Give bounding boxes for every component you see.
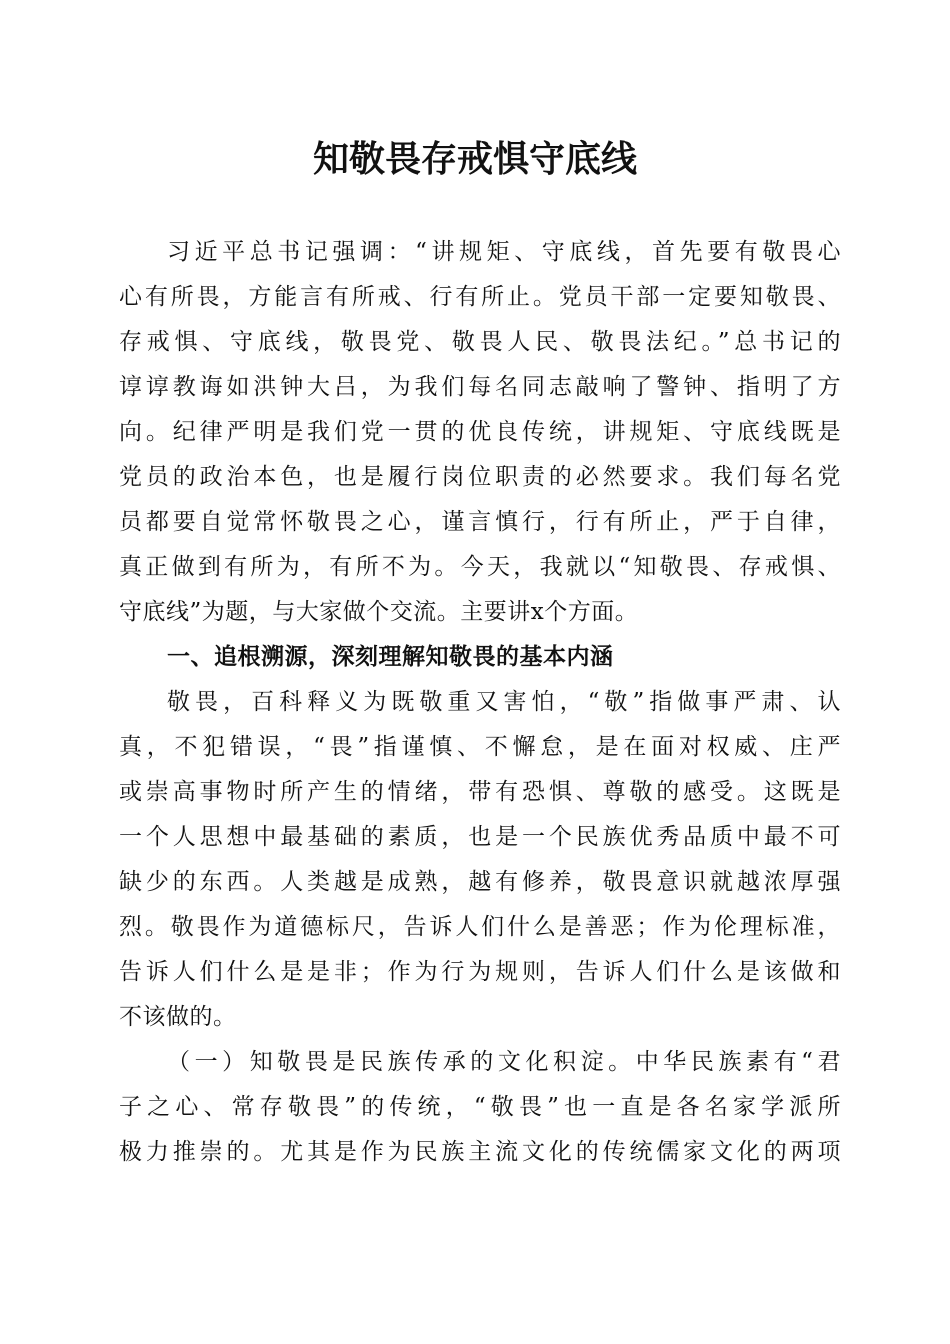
paragraph-line: （一）知敬畏是民族传承的文化积淀。中华民族素有“君 <box>167 1049 841 1075</box>
paragraph-line: 习近平总书记强调：“讲规矩、守底线，首先要有敬畏心 <box>167 239 841 265</box>
paragraph-line: 一个人思想中最基础的素质，也是一个民族优秀品质中最不可 <box>119 824 841 850</box>
paragraph-line: 烈。敬畏作为道德标尺，告诉人们什么是善恶；作为伦理标准， <box>119 914 841 940</box>
paragraph-line: 员都要自觉常怀敬畏之心，谨言慎行，行有所止，严于自律， <box>119 509 841 535</box>
paragraph-line: 不该做的。 <box>119 1004 237 1030</box>
paragraph-line: 或崇高事物时所产生的情绪，带有恐惧、尊敬的感受。这既是 <box>119 779 841 805</box>
paragraph-line: 谆谆教诲如洪钟大吕，为我们每名同志敲响了警钟、指明了方 <box>119 374 841 400</box>
paragraph-line: 告诉人们什么是是非；作为行为规则，告诉人们什么是该做和 <box>119 959 841 985</box>
paragraph-line: 真正做到有所为，有所不为。今天，我就以“知敬畏、存戒惧、 <box>119 554 841 580</box>
section-heading: 一、追根溯源，深刻理解知敬畏的基本内涵 <box>167 644 614 670</box>
paragraph-line: 守底线”为题，与大家做个交流。主要讲x个方面。 <box>119 599 639 625</box>
paragraph-line: 党员的政治本色，也是履行岗位职责的必然要求。我们每名党 <box>119 464 841 490</box>
paragraph-line: 向。纪律严明是我们党一贯的优良传统，讲规矩、守底线既是 <box>119 419 841 445</box>
document-title: 知敬畏存戒惧守底线 <box>312 138 637 180</box>
paragraph-line: 敬畏，百科释义为既敬重又害怕，“敬”指做事严肃、认 <box>167 689 841 715</box>
document-body <box>119 230 841 1175</box>
paragraph-line: 存戒惧、守底线，敬畏党、敬畏人民、敬畏法纪。”总书记的 <box>119 329 841 355</box>
paragraph-line: 缺少的东西。人类越是成熟，越有修养，敬畏意识就越浓厚强 <box>119 869 841 895</box>
paragraph-line: 子之心、常存敬畏”的传统，“敬畏”也一直是各名家学派所 <box>119 1094 841 1120</box>
paragraph-line: 极力推崇的。尤其是作为民族主流文化的传统儒家文化的两项 <box>119 1139 841 1165</box>
paragraph-line: 真，不犯错误，“畏”指谨慎、不懈怠，是在面对权威、庄严 <box>119 734 841 760</box>
paragraph-line: 心有所畏，方能言有所戒、行有所止。党员干部一定要知敬畏、 <box>119 284 841 310</box>
